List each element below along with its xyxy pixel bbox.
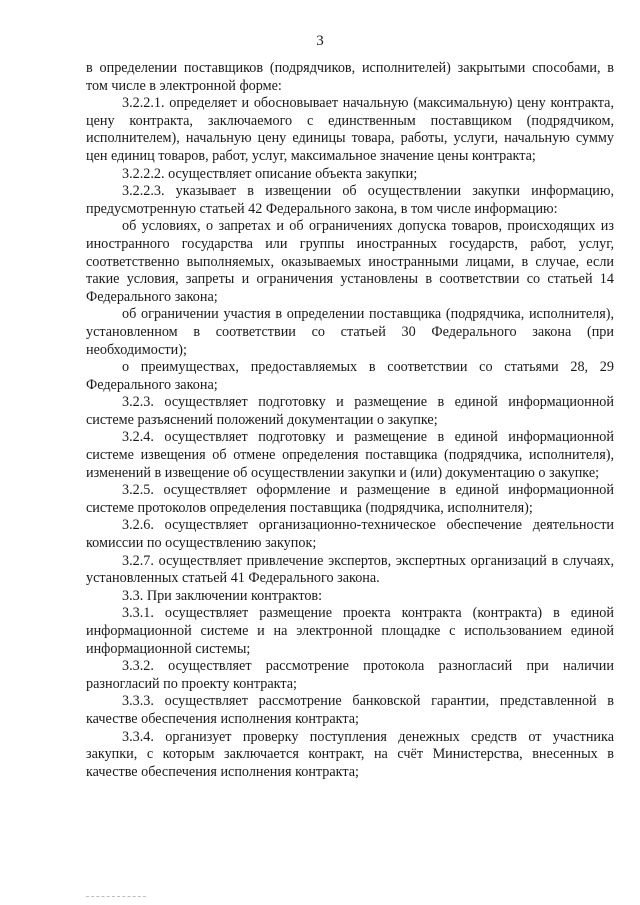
paragraph-participation-limits: об ограничении участия в определении поставщика (подрядчика, исполнителя), установленном в соответствии со статьей 30 Федерального закона (при необходимости);: [86, 306, 614, 358]
page-number: 3: [316, 33, 324, 49]
document-body: [86, 60, 614, 781]
paragraph-3-2-4: 3.2.4. осуществляет подготовку и размещение в единой информационной системе извещения об отмене определения поставщика (подрядчика, исполнителя), изменений в извещение об осуществлении закупки и (или) документацию о закупке;: [86, 429, 614, 481]
paragraph-3-2-7: 3.2.7. осуществляет привлечение экспертов, экспертных организаций в случаях, установленных статьей 41 Федерального закона.: [86, 552, 614, 587]
paragraph-3-3-4: 3.3.4. организует проверку поступления денежных средств от участника закупки, с которым заключается контракт, на счёт Министерства, внесенных в качестве обеспечения исполнения контракта;: [86, 728, 614, 780]
paragraph-3-3-3: 3.3.3. осуществляет рассмотрение банковской гарантии, представленной в качестве обеспечения исполнения контракта;: [86, 693, 614, 727]
paragraph-3-2-2-2: 3.2.2.2. осуществляет описание объекта закупки;: [122, 165, 418, 182]
paragraph-3-3-1: 3.3.1. осуществляет размещение проекта контракта (контракта) в единой информационной системе и на электронной площадке с использованием единой информационной системы;: [86, 605, 614, 657]
paragraph-3-3-2: 3.3.2. осуществляет рассмотрение протокола разногласий при наличии разногласий по проекту контракта;: [86, 658, 614, 692]
paragraph-3-2-2-1: 3.2.2.1. определяет и обосновывает начальную (максимальную) цену контракта, цену контракта, заключаемого с единственным поставщиком (подрядчиком, исполнителем), начальную цену единицы товара, работы, услуги, начальную сумму цен единиц товаров, работ, услуг, максимальное значение цены контракта;: [86, 95, 614, 164]
paragraph-3-3: 3.3. При заключении контрактов:: [122, 587, 323, 604]
paragraph-3-2-5: 3.2.5. осуществляет оформление и размещение в единой информационной системе протоколов определения поставщика (подрядчика, исполнителя);: [86, 482, 614, 516]
paragraph-3-2-2-3: 3.2.2.3. указывает в извещении об осуществлении закупки информацию, предусмотренную статьей 42 Федерального закона, в том числе информацию:: [86, 183, 614, 217]
paragraph-3-2-3: 3.2.3. осуществляет подготовку и размещение в единой информационной системе разъяснений положений документации о закупке;: [86, 394, 614, 428]
footer-divider: [86, 895, 146, 897]
paragraph-conditions: об условиях, о запретах и об ограничениях допуска товаров, происходящих из иностранного государства или группы иностранных государств, работ, услуг, соответственно выполняемых, оказываемых иностранными лицами, в случае, если такие условия, запреты и ограничения установлены в соответствии со статьей 14 Федерального закона;: [86, 218, 614, 305]
paragraph-intro: в определении поставщиков (подрядчиков, исполнителей) закрытыми способами, в том числе в электронной форме:: [86, 60, 614, 94]
paragraph-3-2-6: 3.2.6. осуществляет организационно-техническое обеспечение деятельности комиссии по осуществлению закупок;: [86, 517, 614, 552]
paragraph-advantages: о преимуществах, предоставляемых в соответствии со статьями 28, 29 Федерального закона;: [86, 359, 614, 393]
